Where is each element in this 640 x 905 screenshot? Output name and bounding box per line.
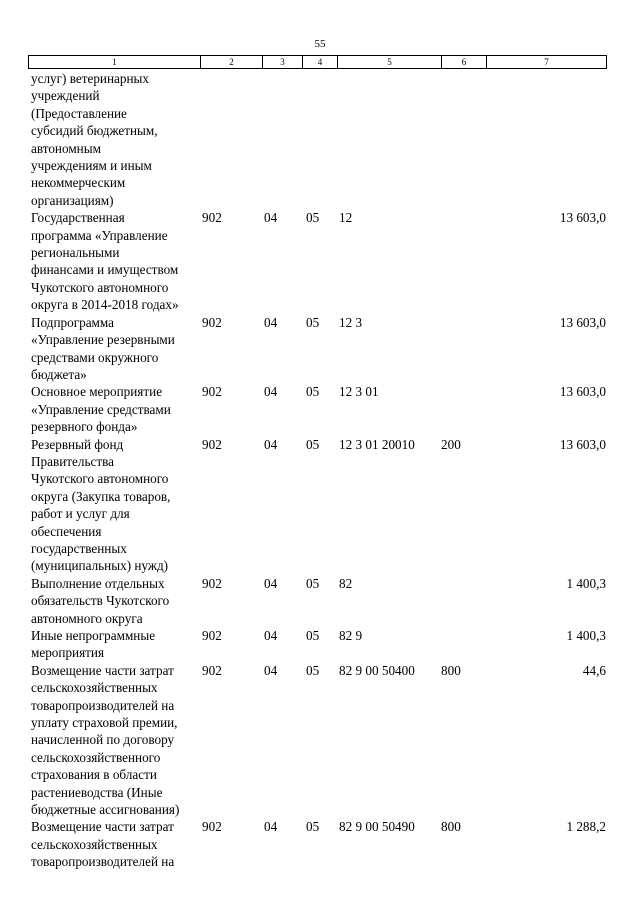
- section-code: 04: [264, 384, 278, 400]
- expense-type-code: [441, 70, 486, 209]
- department-code: 902: [202, 628, 222, 643]
- subsection-code: 05: [306, 575, 320, 591]
- table-row: [28, 575, 606, 627]
- table-row: [28, 818, 606, 870]
- item-name: Выполнение отдельных обязательств Чукотского автономного округа: [31, 575, 170, 626]
- column-number-1: 1: [29, 56, 201, 69]
- target-article-code: 12 3 01: [339, 384, 379, 400]
- table-row: [28, 70, 606, 209]
- amount: 1 400,3: [566, 575, 606, 591]
- subsection-code: 05: [306, 436, 320, 452]
- expense-type-code: [441, 209, 486, 313]
- amount: 1 400,3: [566, 628, 606, 643]
- table-row: [28, 209, 606, 313]
- target-article-code: [337, 70, 441, 209]
- table-row: [28, 436, 606, 575]
- department-code: 902: [202, 210, 222, 226]
- subsection-code: 05: [306, 662, 320, 678]
- target-article-code: 12 3 01 20010: [339, 436, 415, 452]
- item-name: Резервный фонд Правительства Чукотского автономного округа (Закупка товаров, работ и услуг для обеспечения государственных (муниципальных) нужд): [31, 436, 171, 574]
- item-name: Иные непрограммные мероприятия: [31, 628, 156, 661]
- section-code: 04: [264, 662, 278, 678]
- item-name: Возмещение части затрат сельскохозяйственных товаропроизводителей на уплату страховой премии, начисленной по договору сельскохозяйственного страхования в области растениеводства (Иные бюджетные ассигнования): [31, 662, 180, 818]
- target-article-code: 82 9: [339, 628, 363, 643]
- amount: 1 288,2: [566, 819, 606, 835]
- target-article-code: 82 9 00 50400: [339, 662, 415, 678]
- budget-table: [28, 70, 606, 871]
- section-code: 04: [264, 436, 278, 452]
- section-code: 04: [264, 314, 278, 330]
- column-number-4: 4: [303, 56, 338, 69]
- expense-type-code: [441, 383, 486, 435]
- column-header-row: [28, 55, 607, 69]
- page-number: 55: [314, 38, 326, 50]
- expense-type-code: [441, 627, 486, 662]
- amount: 13 603,0: [559, 314, 606, 330]
- section-code: 04: [264, 628, 278, 643]
- table-row: [28, 383, 606, 435]
- subsection-code: 05: [306, 628, 320, 643]
- column-number-7: 7: [487, 56, 607, 69]
- expense-type-code: 200: [441, 436, 461, 452]
- amount: 13 603,0: [559, 210, 606, 226]
- department-code: 902: [202, 314, 222, 330]
- column-number-2: 2: [201, 56, 263, 69]
- item-name: Государственная программа «Управление региональными финансами и имуществом Чукотского автономного округа в 2014-2018 годах»: [31, 210, 179, 313]
- column-number-5: 5: [338, 56, 442, 69]
- amount: 44,6: [582, 662, 606, 678]
- expense-type-code: [441, 575, 486, 627]
- column-number-3: 3: [263, 56, 303, 69]
- item-name: Возмещение части затрат сельскохозяйственных товаропроизводителей на: [31, 819, 175, 870]
- expense-type-code: [441, 314, 486, 384]
- expense-type-code: 800: [441, 819, 461, 835]
- subsection-code: 05: [306, 384, 320, 400]
- target-article-code: 82: [339, 575, 353, 591]
- section-code: 04: [264, 210, 278, 226]
- department-code: 902: [202, 819, 222, 835]
- amount: 13 603,0: [559, 384, 606, 400]
- item-name: Подпрограмма «Управление резервными средствами окружного бюджета»: [31, 314, 175, 382]
- table-row: [28, 662, 606, 819]
- table-row: [28, 314, 606, 384]
- target-article-code: 82 9 00 50490: [339, 819, 415, 835]
- department-code: 902: [202, 662, 222, 678]
- department-code: 902: [202, 384, 222, 400]
- subsection-code: 05: [306, 819, 320, 835]
- item-name: Основное мероприятие «Управление средствами резервного фонда»: [31, 384, 171, 435]
- item-name: услуг) ветеринарных учреждений (Предоставление субсидий бюджетным, автономным учреждениям и иным некоммерческим организациям): [31, 71, 158, 208]
- department-code: 902: [202, 575, 222, 591]
- section-code: 04: [264, 575, 278, 591]
- table-row: [28, 627, 606, 662]
- target-article-code: 12: [339, 210, 353, 226]
- amount: 13 603,0: [559, 436, 606, 452]
- amount: [486, 70, 606, 209]
- expense-type-code: 800: [441, 662, 461, 678]
- section-code: [262, 70, 302, 209]
- column-number-6: 6: [442, 56, 487, 69]
- subsection-code: 05: [306, 210, 320, 226]
- department-code: 902: [202, 436, 222, 452]
- target-article-code: 12 3: [339, 314, 363, 330]
- subsection-code: [302, 70, 337, 209]
- section-code: 04: [264, 819, 278, 835]
- subsection-code: 05: [306, 314, 320, 330]
- department-code: [200, 70, 262, 209]
